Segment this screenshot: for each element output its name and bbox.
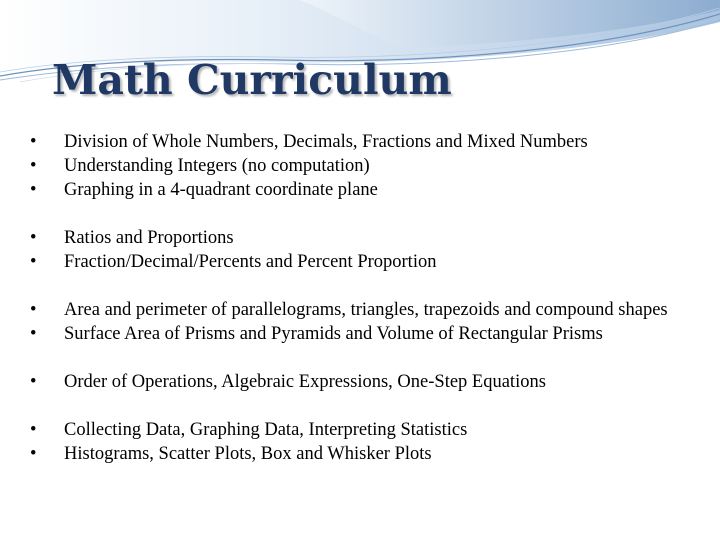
list-item [30, 370, 712, 394]
topic-group-geometry [30, 298, 712, 346]
bullet-marker: • [30, 252, 37, 272]
list-item-text: Ratios and Proportions [64, 228, 234, 248]
list-item [30, 418, 712, 442]
list-item [30, 226, 712, 250]
topic-group-ratios [30, 226, 712, 274]
list-item-text: Division of Whole Numbers, Decimals, Fractions and Mixed Numbers [64, 132, 588, 152]
list-item-text: Area and perimeter of parallelograms, triangles, trapezoids and compound shapes [64, 300, 668, 320]
list-item [30, 130, 712, 154]
list-item-text: Understanding Integers (no computation) [64, 156, 370, 176]
list-item [30, 322, 712, 346]
slide-title: Math Curriculum [52, 56, 452, 104]
list-item [30, 250, 712, 274]
bullet-marker: • [30, 156, 37, 176]
bullet-marker: • [30, 444, 37, 464]
topic-group-expressions [30, 370, 712, 394]
list-item-text: Order of Operations, Algebraic Expressions, One-Step Equations [64, 372, 546, 392]
list-item-text: Fraction/Decimal/Percents and Percent Proportion [64, 252, 437, 272]
list-item-text: Graphing in a 4-quadrant coordinate plane [64, 180, 378, 200]
bullet-marker: • [30, 324, 37, 344]
bullet-marker: • [30, 372, 37, 392]
list-item-text: Surface Area of Prisms and Pyramids and Volume of Rectangular Prisms [64, 324, 603, 344]
bullet-marker: • [30, 300, 37, 320]
list-item [30, 178, 712, 202]
list-item-text: Histograms, Scatter Plots, Box and Whisker Plots [64, 444, 432, 464]
topic-group-numbers [30, 130, 712, 202]
bullet-list [30, 130, 712, 490]
bullet-marker: • [30, 228, 37, 248]
list-item [30, 442, 712, 466]
list-item-text: Collecting Data, Graphing Data, Interpreting Statistics [64, 420, 468, 440]
list-item [30, 154, 712, 178]
list-item [30, 298, 712, 322]
bullet-marker: • [30, 132, 37, 152]
topic-group-statistics [30, 418, 712, 466]
bullet-marker: • [30, 180, 37, 200]
bullet-marker: • [30, 420, 37, 440]
